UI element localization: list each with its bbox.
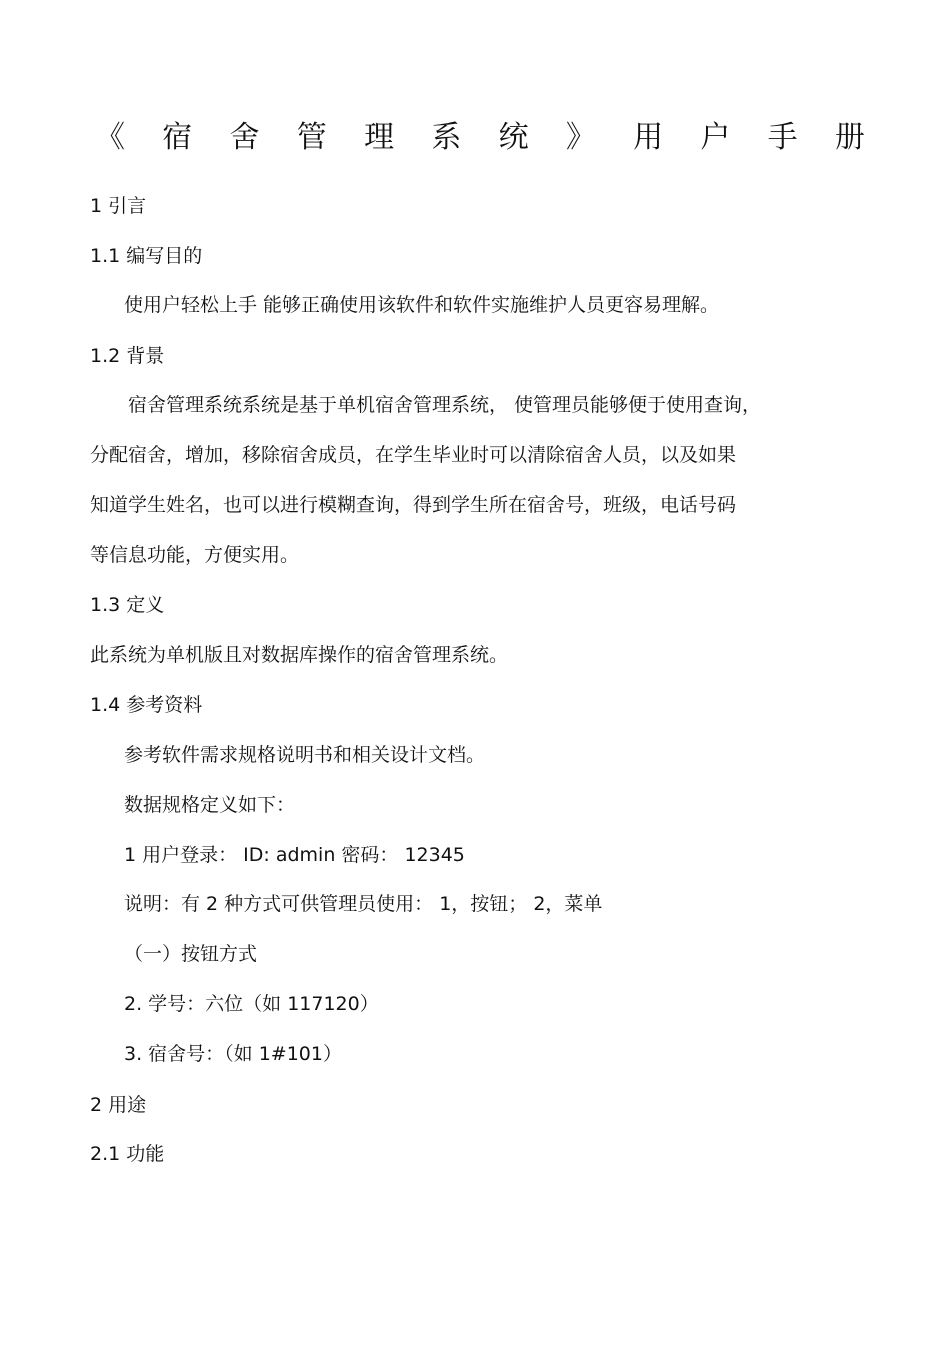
title-char: 理 [364, 120, 395, 155]
student-id-rule: 2. 学号：六位（如 117120） [124, 993, 379, 1015]
title-char: 》 [565, 120, 596, 155]
title-char: 管 [296, 120, 327, 155]
title-char: 用 [633, 120, 664, 155]
title-char: 手 [767, 120, 798, 155]
subsection-heading-references: 1.4 参考资料 [90, 694, 203, 716]
references-line-2: 数据规格定义如下： [124, 794, 296, 816]
button-mode-heading: （一）按钮方式 [124, 943, 258, 965]
background-line-4: 等信息功能，方便实用。 [90, 544, 300, 566]
background-line-1: 宿舍管理系统系统是基于单机宿舍管理系统， 使管理员能够便于使用查询， [128, 394, 762, 416]
title-char: 宿 [162, 120, 193, 155]
subsection-heading-function: 2.1 功能 [90, 1143, 165, 1165]
document-title [95, 116, 865, 160]
title-char: 户 [700, 120, 731, 155]
background-line-3: 知道学生姓名，也可以进行模糊查询，得到学生所在宿舍号，班级，电话号码 [90, 494, 737, 516]
subsection-heading-definition: 1.3 定义 [90, 594, 165, 616]
subsection-heading-purpose: 1.1 编写目的 [90, 245, 203, 267]
title-char: 统 [498, 120, 529, 155]
section-heading-introduction: 1 引言 [90, 195, 147, 217]
background-line-2: 分配宿舍，增加，移除宿舍成员，在学生毕业时可以清除宿舍人员，以及如果 [90, 444, 737, 466]
definition-paragraph: 此系统为单机版且对数据库操作的宿舍管理系统。 [90, 644, 509, 666]
title-char: 《 [95, 120, 125, 155]
purpose-paragraph: 使用户轻松上手 能够正确使用该软件和软件实施维护人员更容易理解。 [124, 294, 720, 316]
usage-note-line: 说明：有 2 种方式可供管理员使用： 1，按钮； 2，菜单 [124, 893, 603, 915]
title-char: 舍 [229, 120, 260, 155]
dorm-number-rule: 3. 宿舍号：（如 1#101） [124, 1043, 342, 1065]
title-char: 系 [431, 120, 462, 155]
title-char: 册 [834, 120, 865, 155]
subsection-heading-background: 1.2 背景 [90, 345, 165, 367]
section-heading-usage: 2 用途 [90, 1094, 147, 1116]
login-info-line: 1 用户登录： ID: admin 密码： 12345 [124, 844, 465, 866]
references-line-1: 参考软件需求规格说明书和相关设计文档。 [124, 744, 486, 766]
